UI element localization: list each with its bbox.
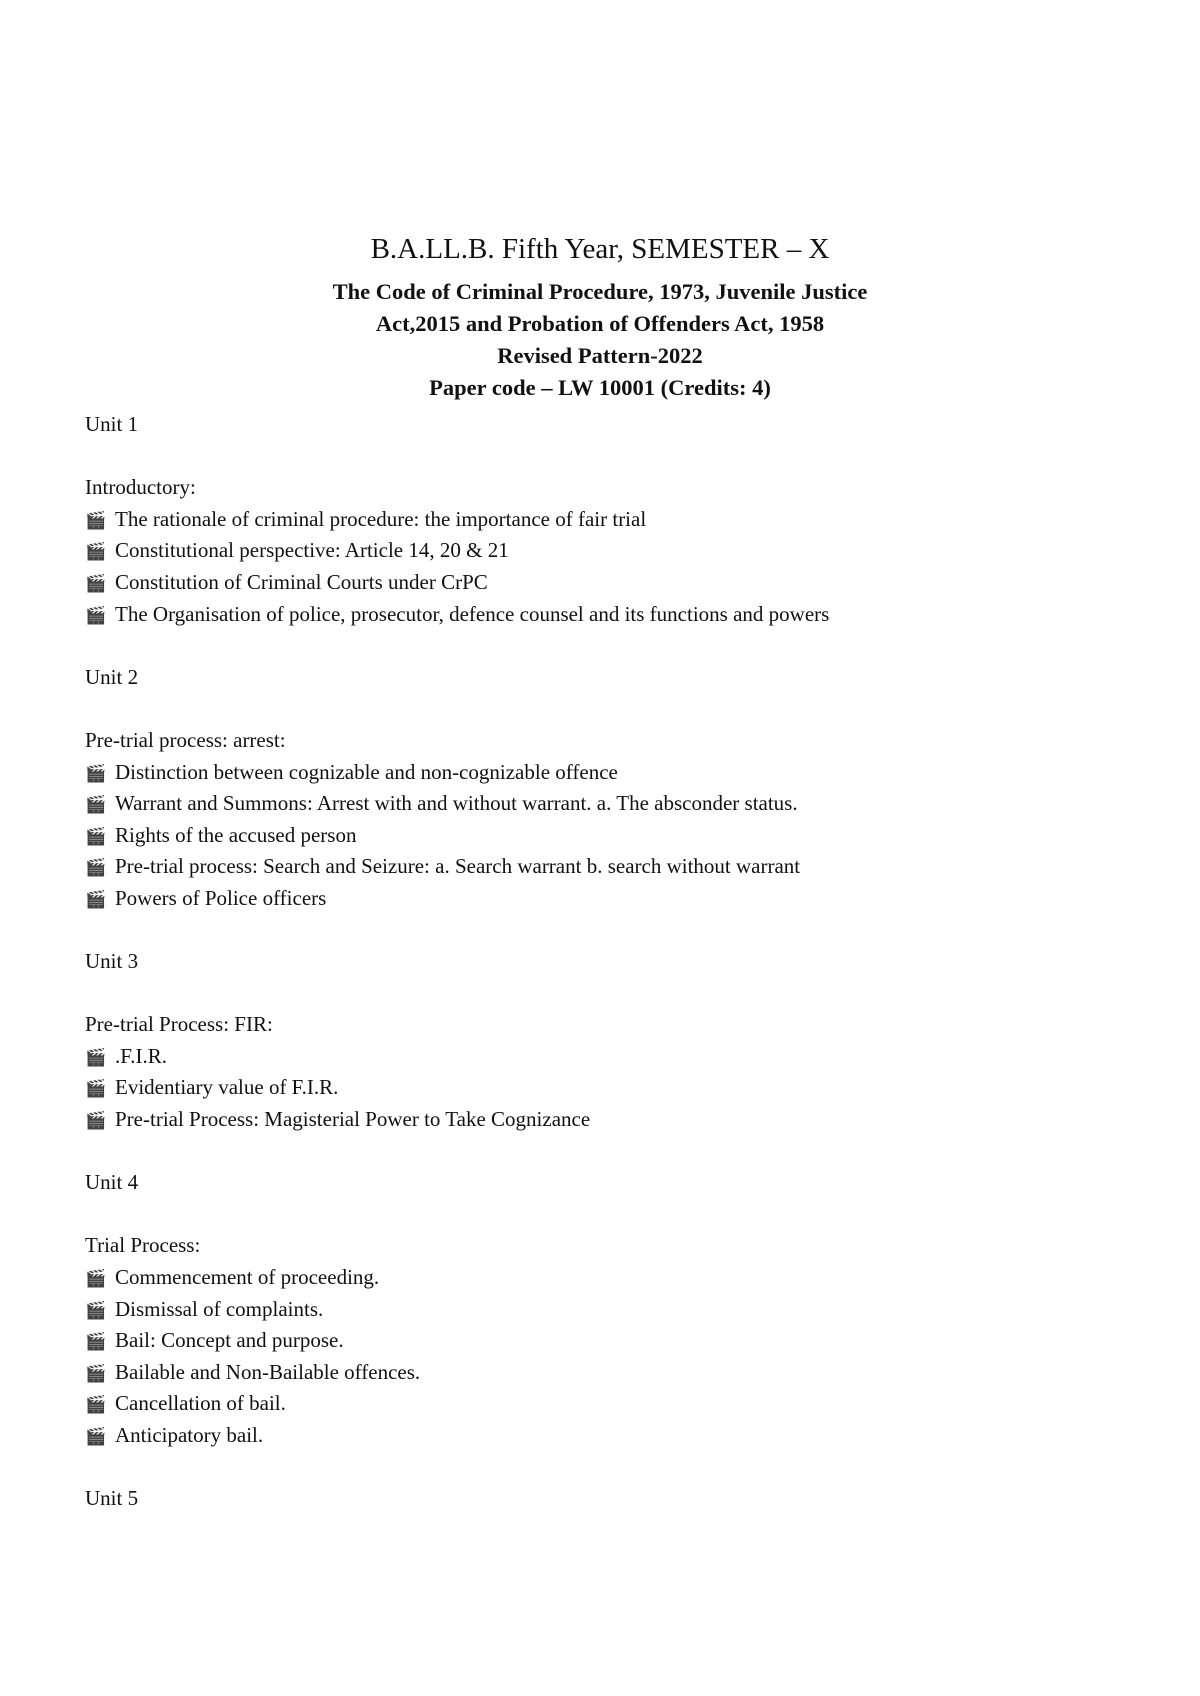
list-item [85,599,1145,631]
list-item-text: Bail: Concept and purpose. [115,1328,344,1353]
clapperboard-icon: 🎬 [85,763,107,783]
unit-gap [85,630,1145,662]
list-item-text: .F.I.R. [115,1043,167,1068]
unit-section [85,662,1145,946]
clapperboard-icon: 🎬 [85,826,107,846]
course-title-line-1: The Code of Criminal Procedure, 1973, Juvenile Justice [332,279,868,304]
unit-topic-heading: Pre-trial Process: FIR: [85,1012,273,1037]
clapperboard-icon: 🎬 [85,542,107,562]
list-item [85,1262,1145,1294]
list-item-text: Bailable and Non-Bailable offences. [115,1359,421,1384]
list-item [85,535,1145,567]
pattern-line: Revised Pattern-2022 [497,343,703,368]
list-item [85,883,1145,915]
clapperboard-icon: 🎬 [85,858,107,878]
clapperboard-icon: 🎬 [85,1079,107,1099]
list-item [85,1072,1145,1104]
unit-topic-heading: Introductory: [85,475,196,500]
document-header [0,232,1200,404]
list-item-text: Cancellation of bail. [115,1391,286,1416]
clapperboard-icon: 🎬 [85,1269,107,1289]
list-item-text: Constitutional perspective: Article 14, 20 & 21 [115,538,509,563]
spacer [85,978,1145,1010]
list-item-text: Distinction between cognizable and non-cognizable offence [115,759,618,784]
unit-gap [85,1452,1145,1484]
clapperboard-icon: 🎬 [85,1395,107,1415]
spacer [85,441,1145,473]
spacer [85,1199,1145,1231]
clapperboard-icon: 🎬 [85,795,107,815]
unit-gap [85,915,1145,947]
list-item [85,1420,1145,1452]
unit-title: Unit 5 [85,1486,139,1511]
list-item-text: The Organisation of police, prosecutor, defence counsel and its functions and powers [115,601,830,626]
clapperboard-icon: 🎬 [85,1300,107,1320]
unit-section [85,1483,1145,1515]
list-item-text: Dismissal of complaints. [115,1296,324,1321]
paper-code-line: Paper code – LW 10001 (Credits: 4) [429,375,771,400]
clapperboard-icon: 🎬 [85,573,107,593]
unit-title: Unit 1 [85,412,139,436]
unit-section [85,1167,1145,1483]
course-title-line-2: Act,2015 and Probation of Offenders Act, 1958 [375,311,825,336]
clapperboard-icon: 🎬 [85,1427,107,1446]
unit-topic-heading: Pre-trial process: arrest: [85,727,286,752]
list-item [85,788,1145,820]
unit-title: Unit 3 [85,949,139,974]
unit-title: Unit 4 [85,1170,139,1195]
clapperboard-icon: 🎬 [85,889,107,909]
list-item-text: Commencement of proceeding. [115,1265,380,1290]
list-item [85,1388,1145,1420]
list-item-text: Evidentiary value of F.I.R. [115,1075,339,1100]
unit-section [85,946,1145,1167]
clapperboard-icon: 🎬 [85,1332,107,1352]
unit-gap [85,1136,1145,1168]
list-item-text: Constitution of Criminal Courts under CrPC [115,569,488,594]
list-item [85,820,1145,852]
clapperboard-icon: 🎬 [85,1047,107,1067]
list-item [85,1104,1145,1136]
page-title: B.A.LL.B. Fifth Year, SEMESTER – X [370,233,830,265]
clapperboard-icon: 🎬 [85,1363,107,1383]
list-item-text: Warrant and Summons: Arrest with and without warrant. a. The absconder status. [115,791,798,816]
list-item [85,1357,1145,1389]
list-item [85,567,1145,599]
list-item-text: Powers of Police officers [115,885,327,910]
list-item [85,851,1145,883]
clapperboard-icon: 🎬 [85,605,107,625]
list-item [85,1294,1145,1326]
list-item-text: Anticipatory bail. [115,1423,264,1447]
list-item-text: The rationale of criminal procedure: the importance of fair trial [115,506,647,531]
list-item-text: Pre-trial Process: Magisterial Power to Take Cognizance [115,1107,591,1132]
unit-title: Unit 2 [85,664,139,689]
syllabus-content [85,409,1145,1515]
list-item [85,504,1145,536]
list-item [85,757,1145,789]
spacer [85,693,1145,725]
unit-topic-heading: Trial Process: [85,1233,201,1258]
list-item [85,1325,1145,1357]
list-item-text: Rights of the accused person [115,822,357,847]
clapperboard-icon: 🎬 [85,1111,107,1131]
unit-section [85,409,1145,662]
clapperboard-icon: 🎬 [85,510,107,530]
list-item [85,1041,1145,1073]
list-item-text: Pre-trial process: Search and Seizure: a. Search warrant b. search without warrant [115,854,801,879]
